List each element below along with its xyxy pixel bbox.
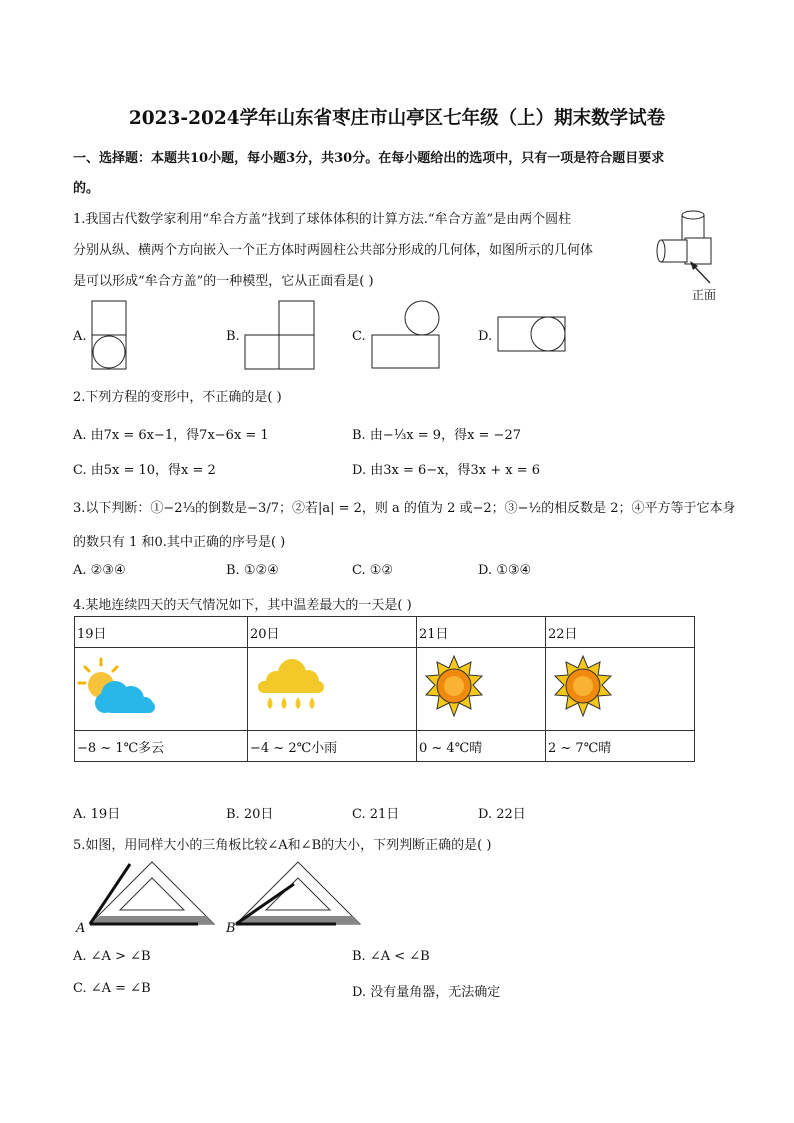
q1-option-c: C. [352,329,366,344]
q3-option-a: A. ②③④ [73,563,126,578]
q5-option-a: A. ∠A > ∠B [73,949,151,964]
rain-cloud-icon [250,655,334,719]
q1-option-a-figure [90,300,130,372]
section-heading: 一、选择题：本题共10小题，每小题3分，共30分。在每小题给出的选项中，只有一项是符合题目要求 [73,151,665,166]
rainy-cell [248,648,417,731]
sunny-cell-22 [546,648,695,731]
q2-option-b: B. 由−⅓x = 9，得x = −27 [352,428,521,443]
q5-stem: 5.如图，用同样大小的三角板比较∠A和∠B的大小，下列判断正确的是( ) [73,838,492,853]
temp-22: 2 ~ 7℃晴 [546,731,695,762]
q1-option-a: A. [73,329,87,344]
triangle-ruler-figure-a [80,858,220,928]
q1-line2: 分别从纵、横两个方向嵌入一个正方体时两圆柱公共部分形成的几何体，如图所示的几何体 [73,243,594,258]
day-19: 19日 [75,617,248,648]
day-20: 20日 [248,617,417,648]
triangle-ruler-figure-b [226,858,366,928]
day-21: 21日 [417,617,546,648]
angle-label-b: B [226,921,236,936]
q2-option-d: D. 由3x = 6−x，得3x + x = 6 [352,463,540,478]
q1-front-label: 正面 [692,288,717,302]
cloudy-cell [75,648,248,731]
temp-20: −4 ~ 2℃小雨 [248,731,417,762]
q3-option-c: C. ①② [352,563,394,578]
q1-option-d-figure [496,314,570,354]
q5-option-b: B. ∠A < ∠B [352,949,430,964]
q4-option-c: C. 21日 [352,807,400,822]
angle-label-a: A [76,921,86,936]
partly-cloudy-icon [77,655,161,719]
q5-option-d: D. 没有量角器，无法确定 [352,985,501,1000]
q3-line1: 3.以下判断：①−2⅓的倒数是−3/7；②若|a| = 2，则 a 的值为 2 或−2；③−½的相反数是 2；④平方等于它本身 [73,501,736,516]
q3-option-b: B. ①②④ [226,563,279,578]
q1-option-d: D. [478,329,493,344]
section-heading-cont: 的。 [73,181,100,196]
q4-option-d: D. 22日 [478,807,526,822]
q1-solid-figure [655,208,725,298]
temp-19: −8 ~ 1℃多云 [75,731,248,762]
weather-table [74,616,695,762]
sun-icon [548,654,618,720]
page-title: 2023-2024学年山东省枣庄市山亭区七年级（上）期末数学试卷 [128,108,666,129]
q4-stem: 4.某地连续四天的天气情况如下，其中温差最大的一天是( ) [73,598,412,613]
q4-option-b: B. 20日 [226,807,274,822]
q2-stem: 2.下列方程的变形中，不正确的是( ) [73,390,282,405]
q3-option-d: D. ①③④ [478,563,532,578]
q3-line2: 的数只有 1 和0.其中正确的序号是( ) [73,535,286,550]
q1-option-c-figure [370,300,444,372]
q2-option-c: C. 由5x = 10，得x = 2 [73,463,216,478]
sun-icon [419,654,489,720]
q1-option-b: B. [226,329,240,344]
q2-option-a: A. 由7x = 6x−1，得7x−6x = 1 [73,428,269,443]
q1-option-b-figure [244,300,318,372]
sunny-cell-21 [417,648,546,731]
q1-line1: 1.我国古代数学家利用“牟合方盖”找到了球体体积的计算方法.“牟合方盖”是由两个圆柱 [73,212,572,227]
q4-option-a: A. 19日 [73,807,121,822]
q1-line3: 是可以形成“牟合方盖”的一种模型，它从正面看是( ) [73,274,374,289]
day-22: 22日 [546,617,695,648]
temp-21: 0 ~ 4℃晴 [417,731,546,762]
q5-option-c: C. ∠A = ∠B [73,981,151,996]
